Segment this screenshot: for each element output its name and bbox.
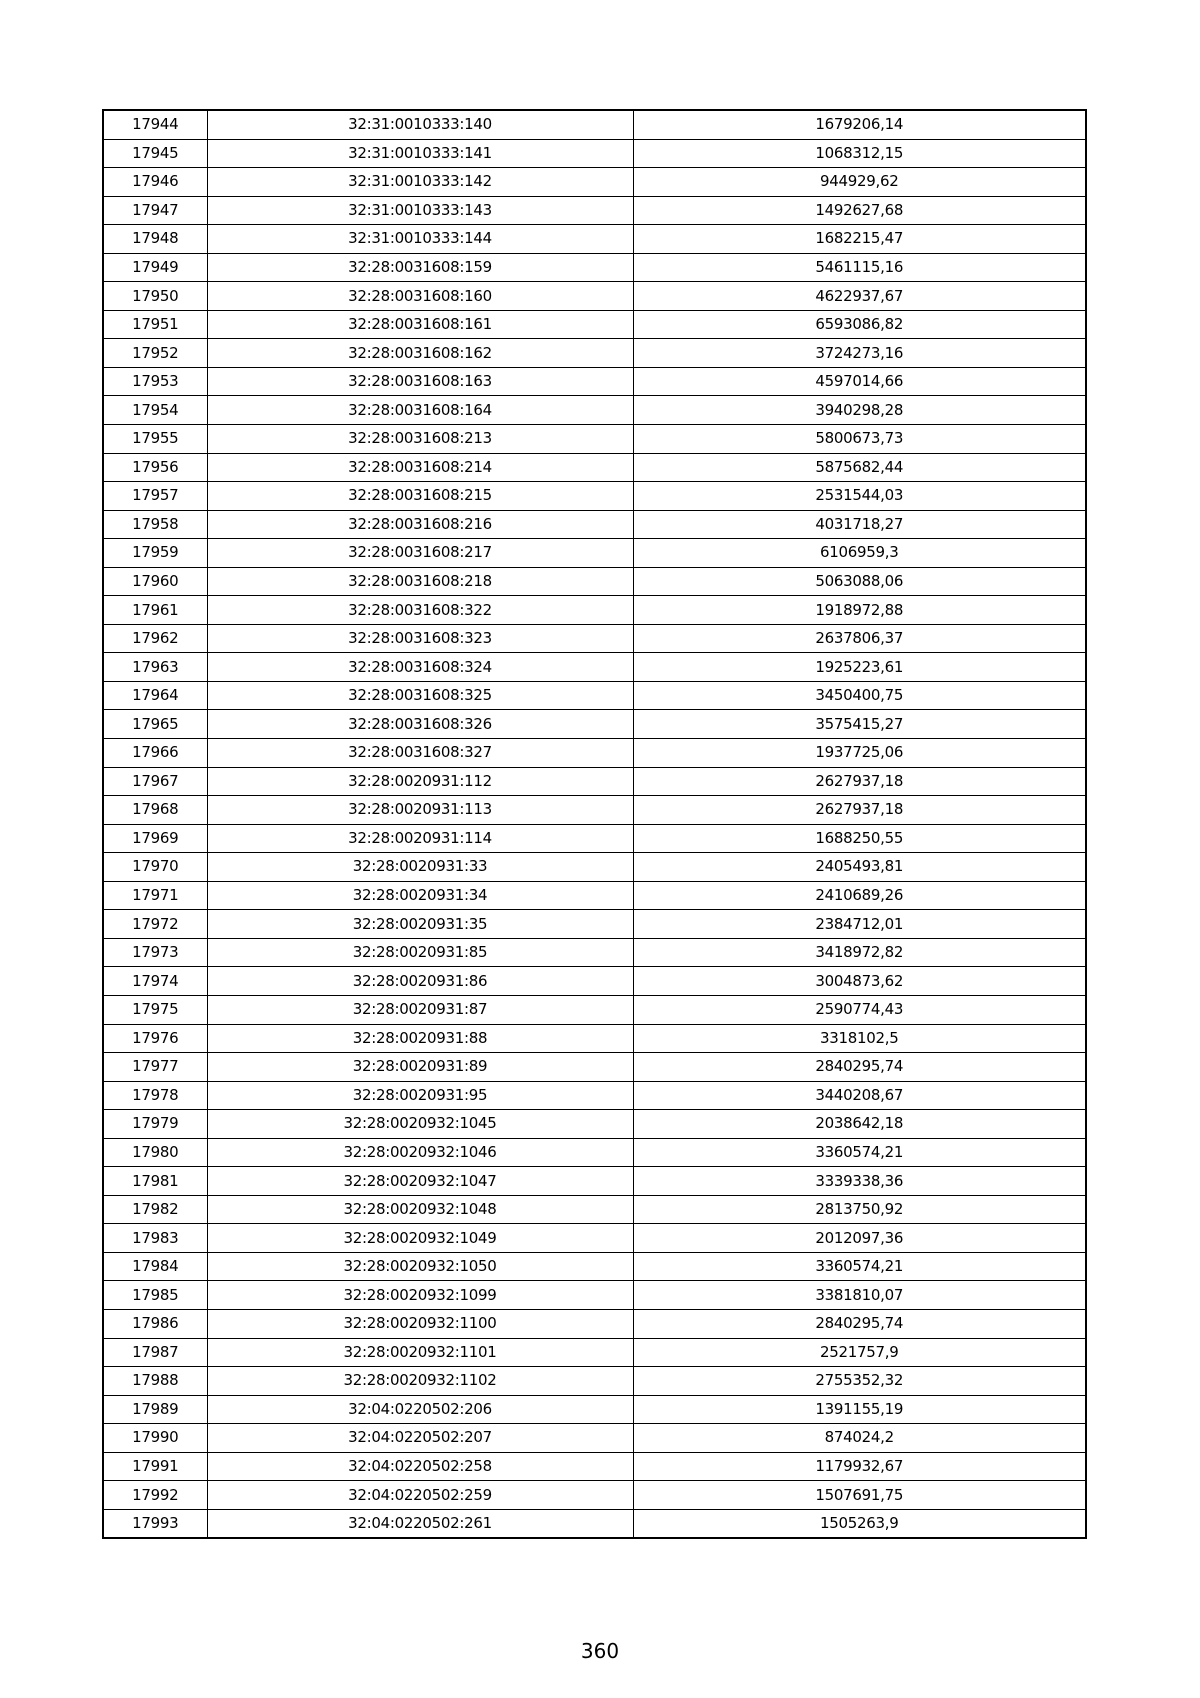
cadastral-value-cell: 2012097,36: [633, 1224, 1086, 1253]
table-row: [103, 1138, 1086, 1167]
row-number-cell: 17985: [103, 1281, 207, 1310]
cadastral-number-cell: 32:28:0020932:1050: [207, 1252, 633, 1281]
row-number-cell: 17965: [103, 710, 207, 739]
cadastral-number-cell: 32:28:0020931:113: [207, 796, 633, 825]
cadastral-number-cell: 32:28:0031608:322: [207, 596, 633, 625]
table-row: [103, 1224, 1086, 1253]
table-row: [103, 739, 1086, 768]
table-row: [103, 1053, 1086, 1082]
row-number-cell: 17951: [103, 310, 207, 339]
cadastral-value-cell: 1505263,9: [633, 1509, 1086, 1538]
cadastral-number-cell: 32:31:0010333:142: [207, 168, 633, 197]
cadastral-value-cell: 1492627,68: [633, 196, 1086, 225]
table-row: [103, 282, 1086, 311]
cadastral-value-cell: 2521757,9: [633, 1338, 1086, 1367]
cadastral-value-cell: 5461115,16: [633, 253, 1086, 282]
cadastral-value-cell: 1925223,61: [633, 653, 1086, 682]
row-number-cell: 17984: [103, 1252, 207, 1281]
cadastral-number-cell: 32:28:0020931:89: [207, 1053, 633, 1082]
row-number-cell: 17989: [103, 1395, 207, 1424]
cadastral-number-cell: 32:28:0020931:86: [207, 967, 633, 996]
table-row: [103, 1024, 1086, 1053]
cadastral-value-cell: 1937725,06: [633, 739, 1086, 768]
cadastral-value-cell: 2038642,18: [633, 1110, 1086, 1139]
table-row: [103, 196, 1086, 225]
cadastral-number-cell: 32:28:0031608:325: [207, 681, 633, 710]
cadastral-value-cell: 1391155,19: [633, 1395, 1086, 1424]
row-number-cell: 17954: [103, 396, 207, 425]
table-row: [103, 824, 1086, 853]
cadastral-number-cell: 32:04:0220502:261: [207, 1509, 633, 1538]
cadastral-value-cell: 3440208,67: [633, 1081, 1086, 1110]
table-row: [103, 1481, 1086, 1510]
cadastral-value-cell: 6593086,82: [633, 310, 1086, 339]
cadastral-value-cell: 5063088,06: [633, 567, 1086, 596]
cadastral-value-cell: 2840295,74: [633, 1309, 1086, 1338]
row-number-cell: 17956: [103, 453, 207, 482]
cadastral-number-cell: 32:28:0020932:1102: [207, 1367, 633, 1396]
row-number-cell: 17971: [103, 881, 207, 910]
row-number-cell: 17962: [103, 624, 207, 653]
cadastral-value-cell: 1507691,75: [633, 1481, 1086, 1510]
cadastral-value-cell: 1068312,15: [633, 139, 1086, 168]
row-number-cell: 17986: [103, 1309, 207, 1338]
table-row: [103, 310, 1086, 339]
cadastral-number-cell: 32:28:0031608:215: [207, 482, 633, 511]
cadastral-value-cell: 3418972,82: [633, 938, 1086, 967]
cadastral-value-cell: 6106959,3: [633, 539, 1086, 568]
cadastral-number-cell: 32:31:0010333:140: [207, 110, 633, 139]
table-row: [103, 1309, 1086, 1338]
cadastral-number-cell: 32:28:0031608:218: [207, 567, 633, 596]
cadastral-number-cell: 32:28:0020931:87: [207, 995, 633, 1024]
table-row: [103, 995, 1086, 1024]
table-row: [103, 1338, 1086, 1367]
row-number-cell: 17987: [103, 1338, 207, 1367]
cadastral-number-cell: 32:28:0020931:112: [207, 767, 633, 796]
cadastral-value-table: [102, 109, 1087, 1539]
row-number-cell: 17947: [103, 196, 207, 225]
table-row: [103, 1252, 1086, 1281]
cadastral-number-cell: 32:31:0010333:143: [207, 196, 633, 225]
table-row: [103, 1367, 1086, 1396]
row-number-cell: 17946: [103, 168, 207, 197]
row-number-cell: 17952: [103, 339, 207, 368]
cadastral-number-cell: 32:28:0020931:95: [207, 1081, 633, 1110]
cadastral-value-cell: 5800673,73: [633, 425, 1086, 454]
table-row: [103, 367, 1086, 396]
cadastral-value-cell: 4031718,27: [633, 510, 1086, 539]
cadastral-value-cell: 3360574,21: [633, 1252, 1086, 1281]
table-row: [103, 624, 1086, 653]
cadastral-value-cell: 2590774,43: [633, 995, 1086, 1024]
table-row: [103, 510, 1086, 539]
row-number-cell: 17992: [103, 1481, 207, 1510]
table-row: [103, 1452, 1086, 1481]
table-row: [103, 881, 1086, 910]
table-row: [103, 168, 1086, 197]
cadastral-value-cell: 3724273,16: [633, 339, 1086, 368]
cadastral-number-cell: 32:28:0031608:214: [207, 453, 633, 482]
cadastral-value-cell: 2531544,03: [633, 482, 1086, 511]
cadastral-value-cell: 3318102,5: [633, 1024, 1086, 1053]
table-row: [103, 1195, 1086, 1224]
row-number-cell: 17968: [103, 796, 207, 825]
cadastral-value-cell: 2627937,18: [633, 796, 1086, 825]
cadastral-number-cell: 32:28:0031608:159: [207, 253, 633, 282]
table-row: [103, 539, 1086, 568]
cadastral-value-cell: 1918972,88: [633, 596, 1086, 625]
row-number-cell: 17979: [103, 1110, 207, 1139]
table-row: [103, 482, 1086, 511]
cadastral-number-cell: 32:28:0031608:216: [207, 510, 633, 539]
cadastral-number-cell: 32:28:0031608:160: [207, 282, 633, 311]
table-row: [103, 453, 1086, 482]
cadastral-number-cell: 32:28:0031608:161: [207, 310, 633, 339]
cadastral-number-cell: 32:04:0220502:206: [207, 1395, 633, 1424]
row-number-cell: 17958: [103, 510, 207, 539]
row-number-cell: 17959: [103, 539, 207, 568]
cadastral-number-cell: 32:28:0020931:114: [207, 824, 633, 853]
cadastral-number-cell: 32:28:0020931:33: [207, 853, 633, 882]
table-body: [103, 110, 1086, 1538]
cadastral-number-cell: 32:28:0031608:163: [207, 367, 633, 396]
row-number-cell: 17978: [103, 1081, 207, 1110]
row-number-cell: 17957: [103, 482, 207, 511]
cadastral-number-cell: 32:28:0031608:164: [207, 396, 633, 425]
row-number-cell: 17953: [103, 367, 207, 396]
table-row: [103, 1081, 1086, 1110]
table-row: [103, 110, 1086, 139]
cadastral-value-cell: 2627937,18: [633, 767, 1086, 796]
cadastral-value-cell: 874024,2: [633, 1424, 1086, 1453]
row-number-cell: 17980: [103, 1138, 207, 1167]
row-number-cell: 17948: [103, 225, 207, 254]
cadastral-number-cell: 32:28:0020931:88: [207, 1024, 633, 1053]
row-number-cell: 17964: [103, 681, 207, 710]
cadastral-number-cell: 32:28:0020932:1100: [207, 1309, 633, 1338]
table-row: [103, 339, 1086, 368]
cadastral-number-cell: 32:28:0020932:1046: [207, 1138, 633, 1167]
table-row: [103, 1110, 1086, 1139]
table-row: [103, 710, 1086, 739]
row-number-cell: 17977: [103, 1053, 207, 1082]
cadastral-value-cell: 2637806,37: [633, 624, 1086, 653]
cadastral-value-cell: 3575415,27: [633, 710, 1086, 739]
cadastral-number-cell: 32:28:0020931:34: [207, 881, 633, 910]
row-number-cell: 17955: [103, 425, 207, 454]
cadastral-value-cell: 2755352,32: [633, 1367, 1086, 1396]
row-number-cell: 17983: [103, 1224, 207, 1253]
row-number-cell: 17976: [103, 1024, 207, 1053]
row-number-cell: 17949: [103, 253, 207, 282]
cadastral-value-cell: 4597014,66: [633, 367, 1086, 396]
table-row: [103, 425, 1086, 454]
cadastral-value-cell: 1688250,55: [633, 824, 1086, 853]
row-number-cell: 17988: [103, 1367, 207, 1396]
cadastral-number-cell: 32:28:0031608:327: [207, 739, 633, 768]
cadastral-value-cell: 2813750,92: [633, 1195, 1086, 1224]
cadastral-value-cell: 1179932,67: [633, 1452, 1086, 1481]
cadastral-number-cell: 32:28:0020931:85: [207, 938, 633, 967]
cadastral-number-cell: 32:28:0020932:1049: [207, 1224, 633, 1253]
row-number-cell: 17961: [103, 596, 207, 625]
table-row: [103, 938, 1086, 967]
table-row: [103, 853, 1086, 882]
row-number-cell: 17944: [103, 110, 207, 139]
table-row: [103, 567, 1086, 596]
cadastral-value-cell: 2384712,01: [633, 910, 1086, 939]
cadastral-number-cell: 32:04:0220502:259: [207, 1481, 633, 1510]
row-number-cell: 17950: [103, 282, 207, 311]
cadastral-value-cell: 3450400,75: [633, 681, 1086, 710]
cadastral-number-cell: 32:28:0031608:213: [207, 425, 633, 454]
table-row: [103, 767, 1086, 796]
row-number-cell: 17990: [103, 1424, 207, 1453]
row-number-cell: 17970: [103, 853, 207, 882]
cadastral-number-cell: 32:28:0031608:323: [207, 624, 633, 653]
cadastral-value-cell: 3381810,07: [633, 1281, 1086, 1310]
table-row: [103, 1167, 1086, 1196]
cadastral-value-cell: 3940298,28: [633, 396, 1086, 425]
row-number-cell: 17963: [103, 653, 207, 682]
cadastral-value-cell: 2840295,74: [633, 1053, 1086, 1082]
cadastral-number-cell: 32:28:0020931:35: [207, 910, 633, 939]
table-row: [103, 1509, 1086, 1538]
cadastral-number-cell: 32:28:0020932:1045: [207, 1110, 633, 1139]
cadastral-number-cell: 32:28:0020932:1048: [207, 1195, 633, 1224]
table-row: [103, 253, 1086, 282]
table-row: [103, 1395, 1086, 1424]
cadastral-value-cell: 1679206,14: [633, 110, 1086, 139]
table-row: [103, 139, 1086, 168]
cadastral-value-cell: 3004873,62: [633, 967, 1086, 996]
table-row: [103, 1424, 1086, 1453]
cadastral-number-cell: 32:04:0220502:258: [207, 1452, 633, 1481]
row-number-cell: 17966: [103, 739, 207, 768]
cadastral-number-cell: 32:28:0031608:326: [207, 710, 633, 739]
table-row: [103, 967, 1086, 996]
cadastral-number-cell: 32:28:0020932:1047: [207, 1167, 633, 1196]
row-number-cell: 17945: [103, 139, 207, 168]
row-number-cell: 17993: [103, 1509, 207, 1538]
cadastral-value-cell: 5875682,44: [633, 453, 1086, 482]
cadastral-value-cell: 4622937,67: [633, 282, 1086, 311]
table-row: [103, 653, 1086, 682]
cadastral-value-cell: 944929,62: [633, 168, 1086, 197]
cadastral-number-cell: 32:04:0220502:207: [207, 1424, 633, 1453]
page-number: 360: [580, 1639, 620, 1663]
row-number-cell: 17975: [103, 995, 207, 1024]
row-number-cell: 17967: [103, 767, 207, 796]
table-row: [103, 681, 1086, 710]
cadastral-number-cell: 32:28:0031608:217: [207, 539, 633, 568]
cadastral-number-cell: 32:31:0010333:141: [207, 139, 633, 168]
row-number-cell: 17981: [103, 1167, 207, 1196]
cadastral-value-cell: 3360574,21: [633, 1138, 1086, 1167]
cadastral-value-cell: 2410689,26: [633, 881, 1086, 910]
table-row: [103, 910, 1086, 939]
cadastral-number-cell: 32:28:0020932:1099: [207, 1281, 633, 1310]
table-row: [103, 596, 1086, 625]
cadastral-number-cell: 32:28:0031608:324: [207, 653, 633, 682]
table-row: [103, 1281, 1086, 1310]
cadastral-value-cell: 1682215,47: [633, 225, 1086, 254]
cadastral-number-cell: 32:28:0031608:162: [207, 339, 633, 368]
cadastral-number-cell: 32:31:0010333:144: [207, 225, 633, 254]
cadastral-value-cell: 3339338,36: [633, 1167, 1086, 1196]
table-row: [103, 396, 1086, 425]
row-number-cell: 17973: [103, 938, 207, 967]
row-number-cell: 17991: [103, 1452, 207, 1481]
cadastral-value-cell: 2405493,81: [633, 853, 1086, 882]
row-number-cell: 17982: [103, 1195, 207, 1224]
table-row: [103, 796, 1086, 825]
row-number-cell: 17972: [103, 910, 207, 939]
cadastral-number-cell: 32:28:0020932:1101: [207, 1338, 633, 1367]
row-number-cell: 17974: [103, 967, 207, 996]
row-number-cell: 17969: [103, 824, 207, 853]
table-row: [103, 225, 1086, 254]
row-number-cell: 17960: [103, 567, 207, 596]
